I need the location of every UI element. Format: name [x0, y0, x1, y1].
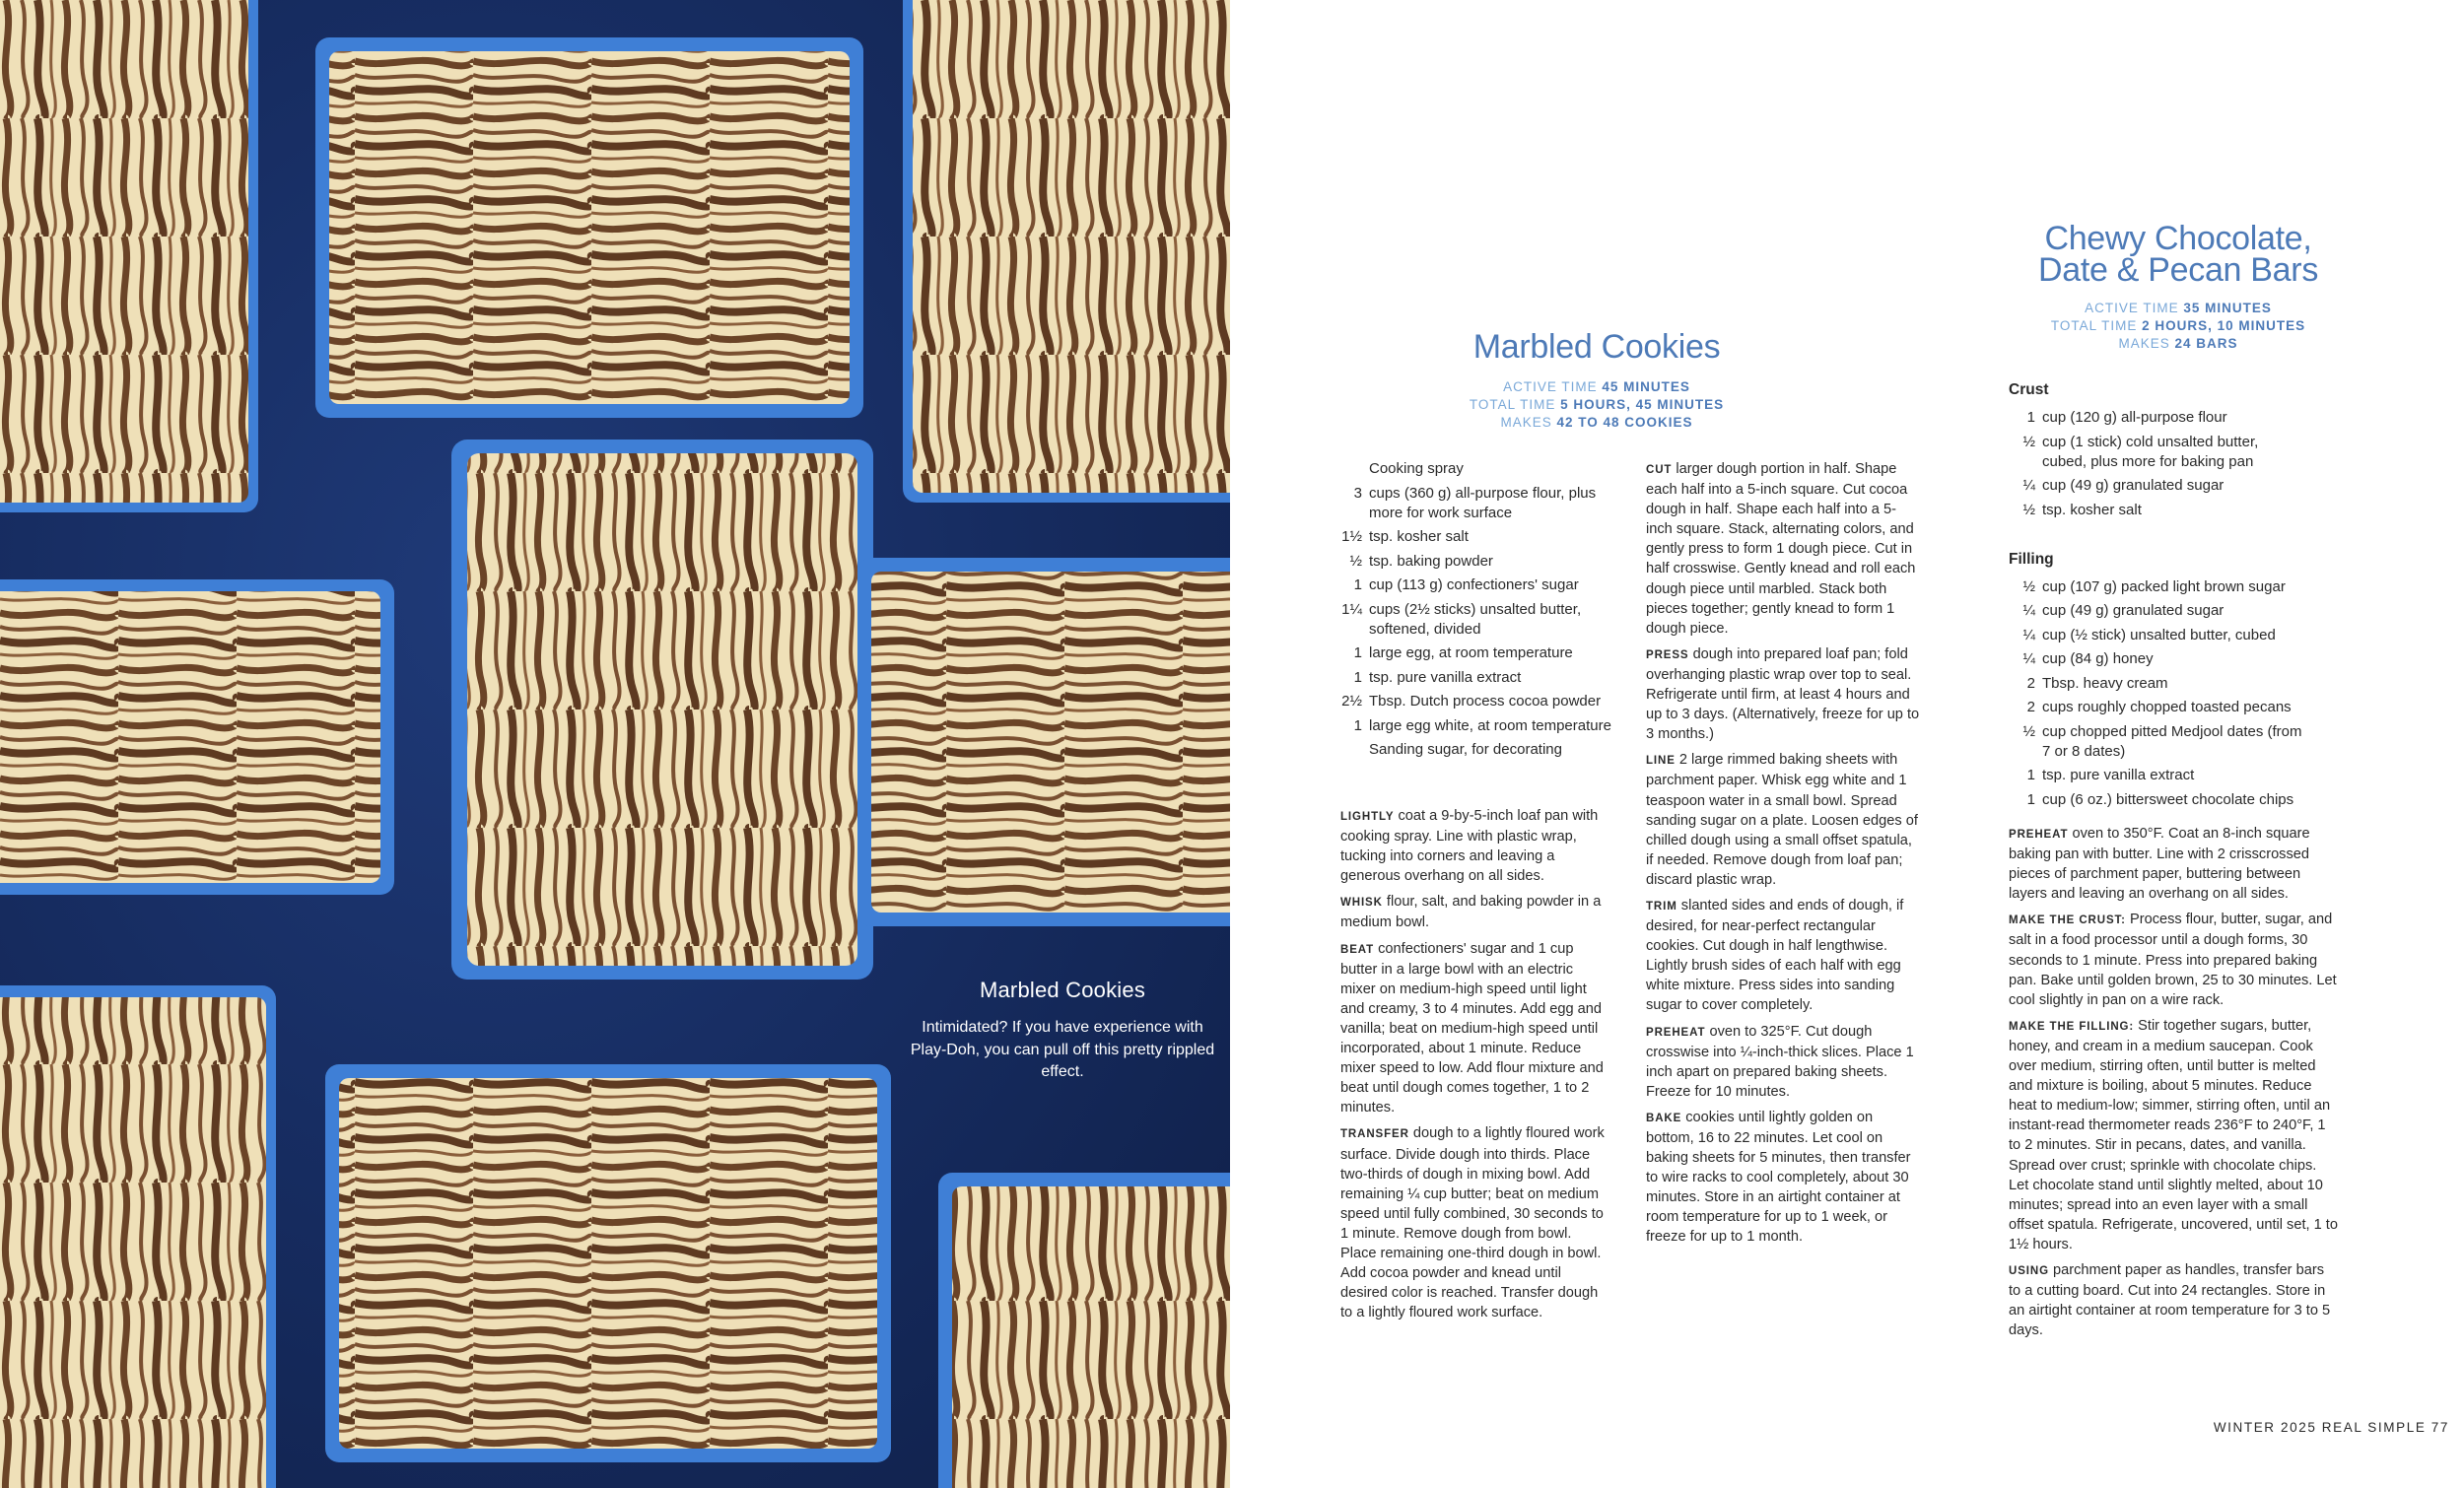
ingredient-section-heading: Filling: [2009, 550, 2054, 568]
method-step-text: dough to a lightly floured work surface. Divide dough into thirds. Place two-thirds of dough in mixing bowl. Add remaining ¼ cup butter; beat on medium speed until fully combined, 30 seconds to 1 minute. Remove dough from bowl. Place remaining one-third dough in bowl. Add cocoa powder and knead until desired color is reached. Transfer dough to a lightly floured work surface.: [1340, 1125, 1605, 1321]
ingredient-qty: 3: [1353, 484, 1362, 502]
ingredient-qty: ½: [2022, 433, 2035, 450]
photo-caption-body: Intimidated? If you have experience with Play-Doh, you can pull off this pretty rippled effect.: [910, 1019, 1215, 1080]
makes-label: MAKES: [1500, 415, 1552, 430]
ingredient-item: [1335, 692, 1619, 711]
ingredient-item: [2009, 408, 2304, 428]
method-step-keyword: PREHEAT: [1646, 1026, 1706, 1039]
makes-line: [1981, 335, 2375, 353]
method-step-keyword: LINE: [1646, 755, 1676, 768]
ingredient-qty: 1: [2026, 409, 2035, 426]
ingredient-text: cups (360 g) all-purpose flour, plus more for work surface: [1369, 484, 1597, 521]
ingredient-text: cup (107 g) packed light brown sugar: [2042, 577, 2286, 595]
total-time-line: [1400, 396, 1794, 414]
method-step: [1646, 459, 1922, 639]
method-step-text: confectioners' sugar and 1 cup butter in a large bowl with an electric mixer on medium-high speed until light and creamy, 3 to 4 minutes. Add egg and vanilla; beat on medium-high speed until incorporated, about 1 minute. Reduce mixer speed to low. Add flour mixture and beat until dough comes together, 1 to 2 minutes.: [1340, 940, 1604, 1116]
makes-label: MAKES: [2118, 336, 2170, 351]
method-step-text: Stir together sugars, butter, honey, and cream in a medium saucepan. Cook over medium, stirring often, until butter is melted and mixture is boiling, about 5 minutes. Reduce heat to medium-low; simmer, stirring often, until an instant-read thermometer reads 236°F to 240°F, 1 to 2 minutes. Stir in pecans, dates, and vanilla. Spread over crust; sprinkle with chocolate chips. Let chocolate stand until slightly melted, about 10 minutes; spread into an even layer with a small offset spatula. Refrigerate, uncovered, until set, 1 to 1½ hours.: [2009, 1017, 2338, 1252]
ingredient-item: [2009, 626, 2304, 645]
ingredient-text: cup chopped pitted Medjool dates (from 7 or 8 dates): [2042, 722, 2302, 760]
ingredient-qty: ½: [2022, 501, 2035, 518]
method-step-text: flour, salt, and baking powder in a medium bowl.: [1340, 894, 1602, 931]
ingredient-qty: 2½: [1341, 693, 1362, 710]
method-step-text: coat a 9-by-5-inch loaf pan with cooking spray. Line with plastic wrap, tucking into corners and leaving a generous overhang on all sides.: [1340, 808, 1599, 885]
method-step: [1646, 644, 1922, 744]
ingredient-qty: ½: [2022, 722, 2035, 740]
total-time-label: TOTAL TIME: [2050, 318, 2138, 333]
active-time-label: ACTIVE TIME: [1503, 379, 1598, 394]
recipe-title-marbled-cookies: Marbled Cookies: [1472, 328, 1721, 366]
total-time-label: TOTAL TIME: [1469, 397, 1556, 412]
cookie-horizontal: [0, 579, 394, 895]
active-time-value: 45 MINUTES: [1602, 379, 1690, 394]
ingredient-item: [2009, 790, 2304, 810]
ingredient-text: cup (49 g) granulated sugar: [2042, 477, 2224, 494]
page-folio: WINTER 2025 REAL SIMPLE 77: [2213, 1420, 2449, 1435]
method-step-text: Process flour, butter, sugar, and salt in a food processor until a dough forms, 30 seconds to 1 minute. Press into prepared baking pan. Bake until golden brown, 25 to 30 minutes. Let cool slightly in pan on a wire rack.: [2009, 912, 2337, 1008]
ingredient-qty: 1: [1353, 716, 1362, 734]
ingredient-text: cups (2½ sticks) unsalted butter, softened, divided: [1369, 600, 1582, 638]
ingredient-item: [1335, 459, 1619, 479]
ingredient-list-bars: [2009, 380, 2304, 814]
ingredient-qty: 1: [1353, 644, 1362, 661]
cookie-horizontal: [857, 558, 1230, 926]
method-step: [1646, 896, 1922, 1016]
ingredient-item: [2009, 577, 2304, 597]
method-step-text: parchment paper as handles, transfer bars to a cutting board. Cut into 24 rectangles. Store in an airtight container at room temperature for 3 to 5 days.: [2009, 1261, 2331, 1339]
makes-value: 24 BARS: [2174, 336, 2238, 351]
ingredient-text: Cooking spray: [1369, 460, 1464, 477]
method-step: [1646, 750, 1922, 890]
ingredient-item: [2009, 766, 2304, 785]
method-step-text: oven to 350°F. Coat an 8-inch square baking pan with butter. Line with 2 crisscrossed pieces of parchment paper, buttering between layers and leaving an overhang on all sides.: [2009, 826, 2310, 903]
recipe-title-chewy-bars: [1981, 220, 2375, 289]
ingredient-item: [2009, 501, 2304, 520]
photo-caption: [905, 978, 1220, 1084]
cookie-vertical: [903, 0, 1230, 503]
ingredient-text: large egg white, at room temperature: [1369, 716, 1611, 734]
method-step-keyword: TRANSFER: [1340, 1128, 1409, 1141]
ingredient-qty: ¼: [2022, 650, 2035, 667]
ingredient-qty: 1: [2026, 767, 2035, 783]
ingredient-text: cup (1 stick) cold unsalted butter, cubed, plus more for baking pan: [2042, 433, 2259, 470]
ingredient-qty: 1¼: [1341, 600, 1362, 618]
method-step-text: larger dough portion in half. Shape each half into a 5-inch square. Cut cocoa dough in half. Shape each half into a 5-inch square. Stack, alternating colors, and gently press to form 1 dough piece. Cut in half crosswise. Gently knead and roll each dough piece until marbled. Stack both pieces together; gently knead to form 1 dough piece.: [1646, 461, 1916, 637]
method-step-keyword: MAKE THE FILLING:: [2009, 1020, 2135, 1033]
recipe-title-line-2: Date & Pecan Bars: [2037, 251, 2319, 289]
ingredient-text: cup (49 g) granulated sugar: [2042, 602, 2224, 619]
active-time-value: 35 MINUTES: [2183, 301, 2272, 315]
ingredient-item: [2009, 433, 2304, 472]
ingredient-text: Sanding sugar, for decorating: [1369, 741, 1562, 758]
method-step: [1340, 939, 1607, 1118]
active-time-line: [1981, 300, 2375, 317]
method-step-keyword: WHISK: [1340, 897, 1383, 910]
ingredient-qty: ¼: [2022, 602, 2035, 619]
ingredient-qty: ¼: [2022, 477, 2035, 494]
cookie-vertical: [0, 0, 258, 512]
ingredient-qty: ½: [1349, 552, 1362, 570]
cookie-horizontal: [325, 1064, 891, 1462]
ingredient-item: [2009, 698, 2304, 717]
ingredient-text: Tbsp. Dutch process cocoa powder: [1369, 693, 1602, 710]
method-step-text: cookies until lightly golden on bottom, 16 to 22 minutes. Let cool on baking sheets for 5 minutes, then transfer to wire racks to cool completely, about 30 minutes. Store in an airtight container at room temperature for up to 1 week, or freeze for up to 1 month.: [1646, 1109, 1911, 1246]
ingredient-item: [1335, 716, 1619, 736]
method-step-keyword: BAKE: [1646, 1112, 1682, 1124]
method-step-keyword: BEAT: [1340, 943, 1375, 956]
ingredient-qty: [1335, 740, 1362, 760]
ingredient-qty: 2: [2026, 674, 2035, 692]
ingredient-text: Tbsp. heavy cream: [2042, 674, 2168, 692]
ingredient-item: [1335, 527, 1619, 547]
ingredient-section-heading: Crust: [2009, 381, 2049, 398]
ingredient-qty: 1: [2026, 790, 2035, 808]
ingredient-qty: ¼: [2022, 626, 2035, 643]
method-step-text: slanted sides and ends of dough, if desired, for near-perfect rectangular cookies. Cut dough in half lengthwise. Lightly brush sides of each half with egg white mixture. Press sides into sanding sugar to cover completely.: [1646, 897, 1904, 1014]
method-step-text: oven to 325°F. Cut dough crosswise into ¼-inch-thick slices. Place 1 inch apart on prepared baking sheets. Freeze for 10 minutes.: [1646, 1023, 1914, 1100]
ingredient-item: [1335, 740, 1619, 760]
ingredient-item: [1335, 484, 1619, 523]
method-step-keyword: MAKE THE CRUST:: [2009, 914, 2126, 927]
method-step-text: dough into prepared loaf pan; fold overhanging plastic wrap over top to seal. Refrigerate until firm, at least 4 hours and up to 3 days. (Alternatively, freeze for up to 3 months.): [1646, 645, 1920, 743]
total-time-line: [1981, 317, 2375, 335]
ingredient-text: cup (6 oz.) bittersweet chocolate chips: [2042, 790, 2294, 808]
total-time-value: 2 HOURS, 10 MINUTES: [2142, 318, 2306, 333]
method-step-keyword: TRIM: [1646, 900, 1677, 913]
ingredient-qty: 1½: [1341, 528, 1362, 545]
cookie-vertical: [451, 440, 873, 980]
ingredient-text: cup (½ stick) unsalted butter, cubed: [2042, 626, 2276, 643]
ingredient-item: [1335, 668, 1619, 688]
ingredient-text: tsp. pure vanilla extract: [2042, 767, 2195, 783]
method-step: [2009, 1016, 2340, 1254]
recipe-title-line-1: Chewy Chocolate,: [2044, 220, 2312, 257]
recipe2-meta: [1981, 300, 2375, 353]
makes-line: [1400, 414, 1794, 432]
method-column-bars: [2009, 824, 2340, 1346]
ingredient-item: [1335, 575, 1619, 595]
ingredient-qty: 2: [2026, 699, 2035, 715]
ingredient-item: [2009, 674, 2304, 694]
method-column-1: [1340, 806, 1607, 1328]
ingredient-qty: [1335, 459, 1362, 479]
cookie-vertical: [938, 1173, 1230, 1488]
ingredient-text: tsp. pure vanilla extract: [1369, 668, 1522, 686]
ingredient-item: [1335, 643, 1619, 663]
method-step-text: 2 large rimmed baking sheets with parchment paper. Whisk egg white and 1 teaspoon water in a small bowl. Spread sanding sugar on a plate. Loosen edges of chilled dough using a small offset spatula, if needed. Remove dough from loaf pan; discard plastic wrap.: [1646, 752, 1918, 888]
ingredient-item: [1335, 552, 1619, 572]
method-step: [2009, 1260, 2340, 1340]
ingredient-item: [2009, 649, 2304, 669]
ingredient-text: cup (84 g) honey: [2042, 650, 2154, 667]
method-step-keyword: LIGHTLY: [1340, 811, 1395, 823]
photo-caption-title: Marbled Cookies: [979, 978, 1146, 1002]
cookie-vertical: [0, 985, 276, 1488]
method-step-keyword: USING: [2009, 1264, 2049, 1277]
ingredient-list-marbled: [1335, 459, 1619, 765]
method-step: [1340, 892, 1607, 932]
ingredient-qty: 1: [1353, 668, 1362, 686]
method-step-keyword: PRESS: [1646, 648, 1689, 661]
method-step-keyword: PREHEAT: [2009, 829, 2069, 841]
ingredient-qty: ½: [2022, 577, 2035, 595]
ingredient-item: [2009, 722, 2304, 762]
cookie-horizontal: [315, 37, 863, 418]
method-step: [2009, 910, 2340, 1009]
makes-value: 42 TO 48 COOKIES: [1556, 415, 1693, 430]
ingredient-item: [1335, 600, 1619, 640]
method-step: [1340, 1123, 1607, 1322]
method-step: [1340, 806, 1607, 886]
method-step: [1646, 1022, 1922, 1102]
ingredient-text: tsp. kosher salt: [1369, 528, 1469, 545]
recipe1-meta: [1400, 378, 1794, 432]
total-time-value: 5 HOURS, 45 MINUTES: [1560, 397, 1725, 412]
ingredient-qty: 1: [1353, 576, 1362, 593]
ingredient-text: cup (113 g) confectioners' sugar: [1369, 576, 1579, 593]
active-time-line: [1400, 378, 1794, 396]
ingredient-text: tsp. kosher salt: [2042, 501, 2142, 518]
method-step: [2009, 824, 2340, 904]
method-step-keyword: CUT: [1646, 464, 1673, 476]
ingredient-text: tsp. baking powder: [1369, 552, 1493, 570]
ingredient-text: cup (120 g) all-purpose flour: [2042, 409, 2227, 426]
method-column-2: [1646, 459, 1922, 1253]
ingredient-item: [2009, 476, 2304, 496]
ingredient-text: cups roughly chopped toasted pecans: [2042, 699, 2292, 715]
ingredient-text: large egg, at room temperature: [1369, 644, 1573, 661]
ingredient-item: [2009, 601, 2304, 621]
cookie-photo: [0, 0, 1230, 1488]
active-time-label: ACTIVE TIME: [2085, 301, 2179, 315]
method-step: [1646, 1108, 1922, 1248]
